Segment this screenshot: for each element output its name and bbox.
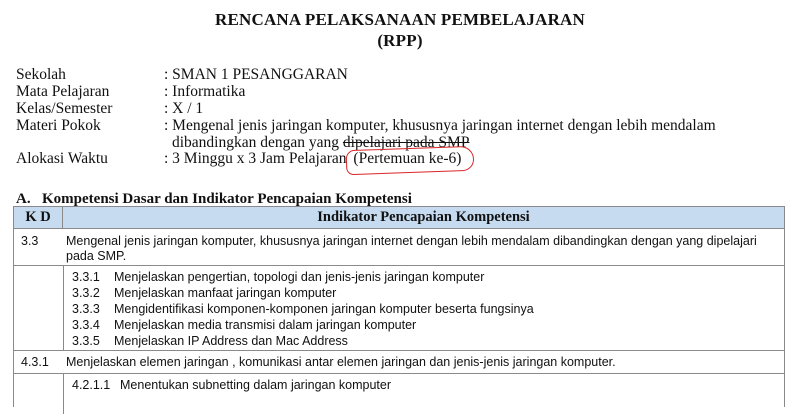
table-row-kd-3-3 (14, 229, 784, 266)
indicator-text: Menjelaskan manfaat jaringan komputer (114, 286, 337, 300)
kd-code: 4.3.1 (21, 355, 49, 369)
indicator-text: Menjelaskan pengertian, topologi dan jenis-jenis jaringan komputer (114, 270, 485, 284)
col-ipk-header: Indikator Pencapaian Kompetensi (317, 209, 530, 225)
indicator-number: 3.3.2 (72, 286, 100, 300)
kd-code: 3.3 (21, 234, 39, 248)
indicator-number: 3.3.4 (72, 318, 100, 332)
pertemuan-annotation: (Pertemuan ke-6) (350, 150, 464, 167)
indicator-text: Menentukan subnetting dalam jaringan komputer (120, 378, 392, 392)
table-row-indicators-2 (14, 374, 784, 414)
materi-value-line2a: dibandingkan dengan yang (172, 134, 343, 151)
indicator-number: 4.2.1.1 (72, 378, 111, 392)
kd-description: Menjelaskan elemen jaringan , komunikasi antar elemen jaringan dan jenis-jenis jaringan komputer. (66, 355, 616, 369)
indicator-text: Menjelaskan media transmisi dalam jaringan komputer (114, 318, 417, 332)
table-row-kd-4-3-1 (14, 351, 784, 374)
kelas-value: : X / 1 (164, 100, 204, 117)
mapel-label: Mata Pelajaran (16, 83, 110, 100)
indicator-text: Mengidentifikasi komponen-komponen jaringan komputer beserta fungsinya (114, 302, 534, 316)
document-title: RENCANA PELAKSANAAN PEMBELAJARAN (214, 10, 586, 29)
info-row-sekolah (16, 66, 786, 83)
info-row-alokasi (16, 150, 786, 167)
materi-value-line1: : Mengenal jenis jaringan komputer, khususnya jaringan internet dengan lebih mendalam (164, 117, 716, 134)
info-row-mapel (16, 83, 786, 100)
empty-kd-cell (14, 266, 64, 350)
table-row-indicators (14, 266, 784, 351)
col-kd-header: K D (14, 207, 63, 228)
info-row-materi (16, 117, 786, 150)
indicator-number: 3.3.5 (72, 334, 100, 348)
document-subtitle: (RPP) (377, 31, 423, 50)
competency-table (13, 206, 785, 407)
section-number: A. (16, 191, 31, 207)
sekolah-value: : SMAN 1 PESANGGARAN (164, 66, 348, 83)
mapel-value: : Informatika (164, 83, 246, 100)
kd-description: Mengenal jenis jaringan komputer, khususnya jaringan internet dengan lebih mendalam dibandingkan dengan yang dipelajari pada SMP. (66, 234, 757, 263)
identity-block (16, 66, 786, 167)
alokasi-value-text: : 3 Minggu x 3 Jam Pelajaran (164, 150, 347, 167)
sekolah-label: Sekolah (16, 66, 66, 83)
section-title: Kompetensi Dasar dan Indikator Pencapaian Kompetensi (42, 191, 412, 207)
indicator-number: 3.3.1 (72, 270, 100, 284)
indicator-text: Menjelaskan IP Address dan Mac Address (114, 334, 348, 348)
alokasi-value (164, 150, 464, 167)
materi-value-struck: dipelajari pada SMP (342, 134, 470, 151)
alokasi-label: Alokasi Waktu (16, 150, 108, 167)
materi-label: Materi Pokok (16, 117, 101, 134)
table-header (14, 207, 784, 229)
empty-kd-cell (14, 374, 64, 414)
kelas-label: Kelas/Semester (16, 100, 113, 117)
indicator-number: 3.3.3 (72, 302, 100, 316)
info-row-kelas (16, 100, 786, 117)
